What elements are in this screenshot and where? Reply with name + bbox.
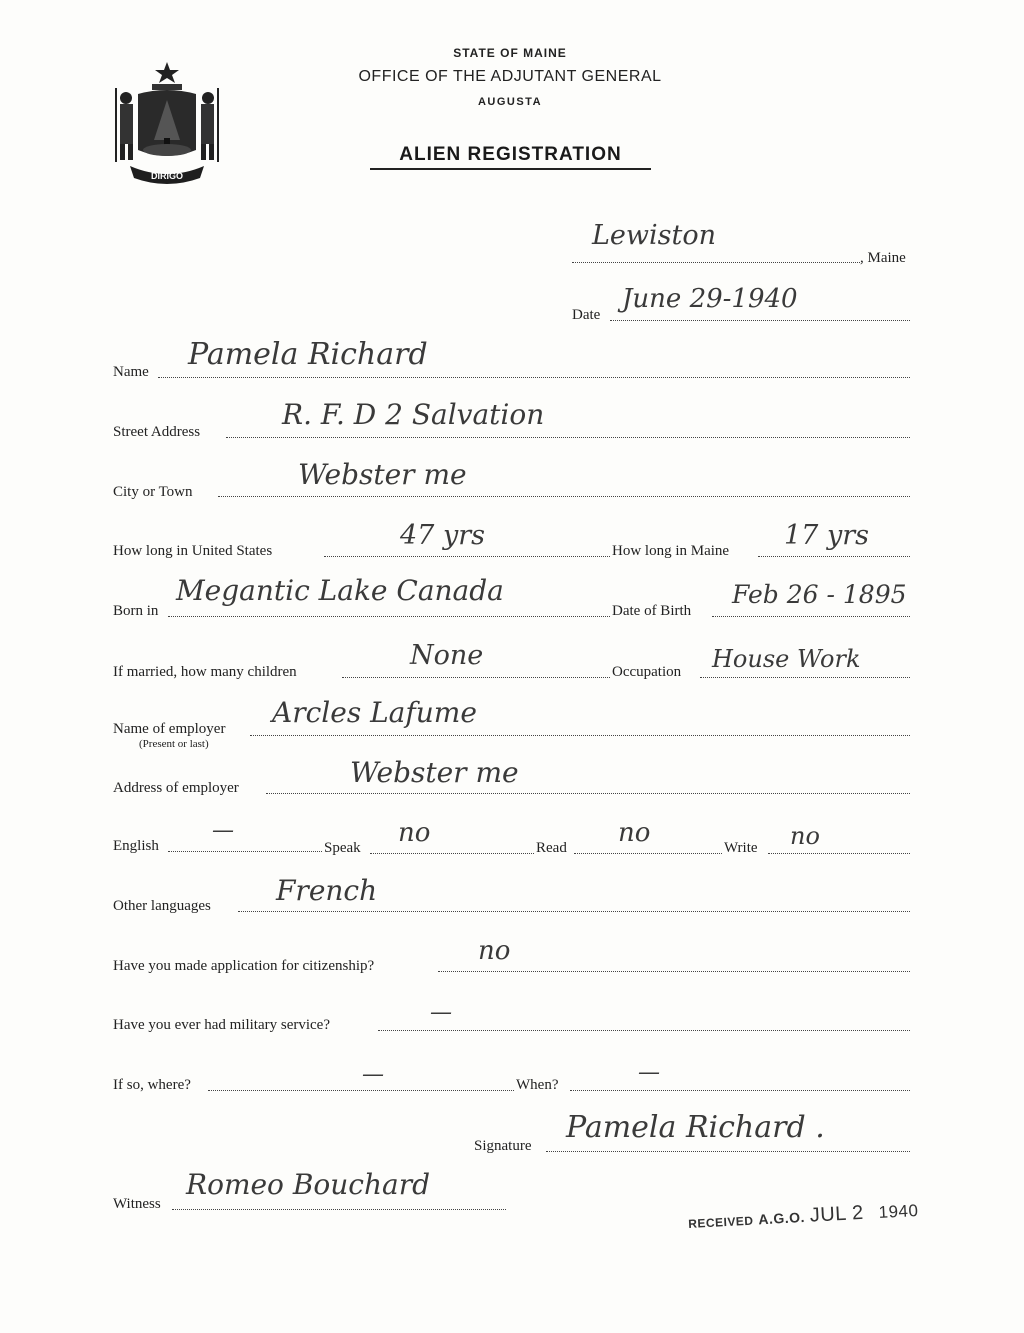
born-in-label: Born in — [113, 603, 159, 619]
employer-address-label: Address of employer — [113, 780, 239, 796]
date-of-birth-value: Feb 26 - 1895 — [732, 580, 907, 609]
witness-value: Romeo Bouchard — [186, 1168, 431, 1201]
read-label: Read — [536, 840, 567, 856]
form-title: ALIEN REGISTRATION — [370, 144, 651, 170]
seal-motto: DIRIGO — [150, 171, 184, 181]
english-label: English — [113, 838, 159, 854]
employer-name-value: Arcles Lafume — [272, 696, 477, 729]
write-label: Write — [724, 840, 758, 856]
write-value: no — [790, 822, 820, 850]
header-state: STATE OF MAINE — [453, 46, 567, 60]
stamp-office: A.G.O. — [757, 1208, 806, 1228]
stamp-year: 1940 — [878, 1200, 919, 1223]
read-value: no — [618, 818, 651, 848]
speak-label: Speak — [324, 840, 361, 856]
where-value: — — [362, 1062, 384, 1087]
citizenship-label: Have you made application for citizenship? — [113, 958, 375, 974]
born-in-value: Megantic Lake Canada — [176, 574, 504, 607]
employer-note-label: (Present or last) — [139, 738, 209, 750]
town-value: Lewiston — [592, 220, 717, 251]
street-address-label: Street Address — [113, 424, 201, 440]
name-value: Pamela Richard — [188, 337, 428, 372]
married-children-value: None — [410, 640, 484, 671]
english-value: — — [212, 818, 234, 843]
other-languages-value: French — [276, 874, 378, 907]
occupation-value: House Work — [712, 645, 861, 673]
city-label: City or Town — [113, 484, 193, 500]
citizenship-value: no — [478, 936, 511, 966]
date-of-birth-label: Date of Birth — [612, 603, 692, 619]
date-value: June 29-1940 — [622, 284, 798, 314]
city-value: Webster me — [298, 458, 467, 491]
street-address-value: R. F. D 2 Salvation — [282, 398, 545, 431]
how-long-maine-label: How long in Maine — [612, 543, 730, 559]
header-city: AUGUSTA — [477, 96, 543, 108]
other-languages-label: Other languages — [113, 898, 211, 914]
military-label: Have you ever had military service? — [113, 1017, 330, 1033]
speak-value: no — [398, 818, 431, 848]
maine-label: , Maine — [860, 250, 906, 266]
signature-value: Pamela Richard . — [566, 1110, 825, 1145]
how-long-maine-value: 17 yrs — [784, 520, 869, 551]
employer-address-value: Webster me — [350, 756, 519, 789]
military-value: — — [430, 1000, 452, 1025]
when-value: — — [638, 1060, 660, 1085]
header-office: OFFICE OF THE ADJUTANT GENERAL — [358, 68, 662, 85]
employer-name-label: Name of employer — [113, 721, 226, 737]
received-stamp — [688, 1199, 919, 1234]
stamp-received: RECEIVED — [687, 1213, 754, 1232]
married-children-label: If married, how many children — [113, 664, 297, 680]
stamp-date: JUL 2 — [809, 1201, 865, 1227]
witness-label: Witness — [113, 1196, 161, 1212]
how-long-us-label: How long in United States — [113, 543, 273, 559]
occupation-label: Occupation — [612, 664, 682, 680]
state-seal-image — [108, 58, 226, 186]
how-long-us-value: 47 yrs — [400, 520, 485, 551]
when-label: When? — [516, 1077, 559, 1093]
where-label: If so, where? — [113, 1077, 191, 1093]
date-label: Date — [572, 307, 601, 323]
signature-label: Signature — [474, 1138, 532, 1154]
name-label: Name — [113, 364, 149, 380]
